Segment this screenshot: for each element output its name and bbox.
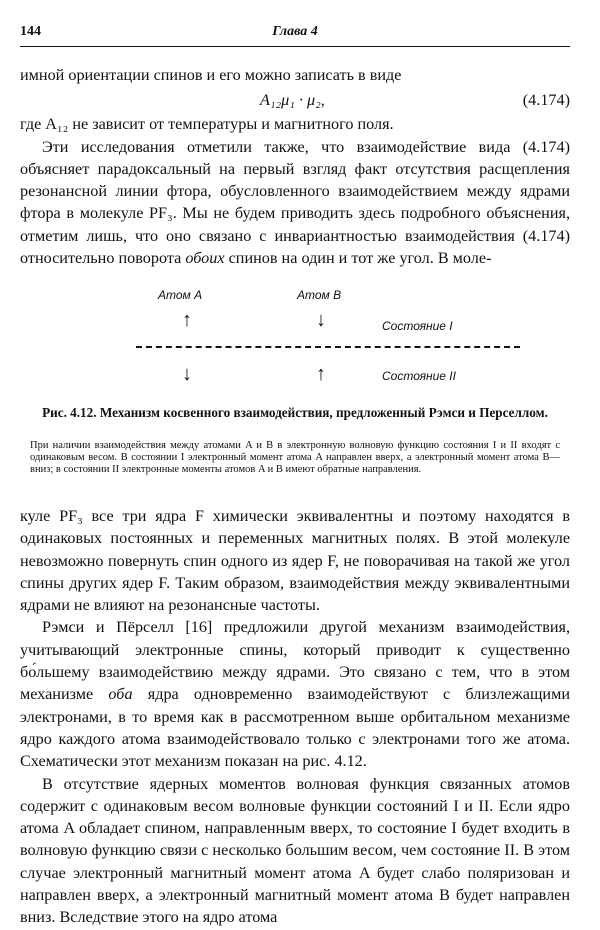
paragraph-2: куле PF₃ все три ядра F химически эквивалентны и поэтому находятся в одинаковых постоянных и переменных магнитных полях. В этой молекуле невозможно повернуть спин одного из ядер F, не поворачивая на такой же угол спины других ядер F. Таким образом, взаимодействия между эквивалентными ядрами не влияют на резонансные частоты. [20,507,570,615]
atom-a-state-1-up-arrow-icon: ↑ [182,309,192,331]
main-text-block [20,505,570,929]
equation-number: (4.174) [522,91,570,110]
paragraph-1 [20,136,570,270]
atom-b-state-2-up-arrow-icon: ↑ [316,363,326,385]
intro-line: имной ориентации спинов и его можно записать в виде [20,66,402,84]
atom-a-state-2-down-arrow-icon: ↓ [182,363,192,385]
atom-a-label: Атом A [158,288,203,302]
paragraph-4: В отсутствие ядерных моментов волновая функция связанных атомов содержит с одинаковым весом волновые функции состояний I и II. Если ядро атома A обладает спином, направленным вверх, то состояние I будет входить в волновую функцию связи с несколько большим весом, чем состояние II. В этом случае электронный магнитный момент атома A будет слабо поляризован и направлен вверх, а электронный магнитный момент атома B будет направлен вниз. Вследствие этого на ядро атома [20,774,570,927]
paragraph-3-text-a: Рэмси и Пёрселл [16] предложили другой механизм взаимодействия, учитывающий электронные спины, который приводит к существенно бо́льшему взаимодействию между ядрами. Это связано с тем, что в этом механизме [20,618,570,704]
paragraph-3-emphasis: оба [108,685,133,704]
equation-4-174 [20,89,570,113]
intro-block [20,64,570,269]
intro-after-equation: где A₁₂ не зависит от температуры и магнитного поля. [20,115,394,134]
state-divider-line [136,346,520,348]
equation-expression: A₁₂μ₁ · μ₂, [260,91,325,110]
paragraph-3 [20,616,570,772]
header-rule [20,46,570,47]
atom-b-state-1-down-arrow-icon: ↓ [316,309,326,331]
paragraph-1-text-a: Эти исследования отметили также, что взаимодействие вида (4.174) объясняет парадоксальный на первый взгляд факт отсутствия расщепления резонансной линии фтора, обусловленного взаимодействием между ядрами фтора в молекуле PF₃. Мы не будем приводить здесь подробного объяснения, отметим лишь, что оно связано с инвариантностью взаимодействия (4.174) относительно поворота [20,137,570,268]
paragraph-1-emphasis: обоих [185,249,225,268]
page-number: 144 [20,24,41,39]
figure-caption-body: При наличии взаимодействия между атомами A и B в электронную волновую функцию состояния I и II входят с одинаковым весом. В состоянии I электронный момент атома A направлен вверх, а электронный момент атома B—вниз; в состоянии II электронные моменты атомов A и B имеют обратные направления. [30,440,560,476]
chapter-title: Глава 4 [272,24,318,39]
state-2-label: Состояние II [382,369,456,383]
figure-4-12 [60,282,580,392]
atom-b-label: Атом B [297,288,342,302]
figure-caption-title: Рис. 4.12. Механизм косвенного взаимодействия, предложенный Рэмси и Перселлом. [42,405,548,420]
state-1-label: Состояние I [382,319,453,333]
paragraph-1-text-b: спинов на один и тот же угол. В моле- [224,249,492,268]
paragraph-3-text-b: ядра одновременно взаимодействуют с близлежащими электронами, в то время как в рассмотренном выше орбитальном механизме ядро каждого атома взаимодействовало только с электронами того же атома. Схематически этот механизм показан на рис. 4.12. [20,685,571,771]
